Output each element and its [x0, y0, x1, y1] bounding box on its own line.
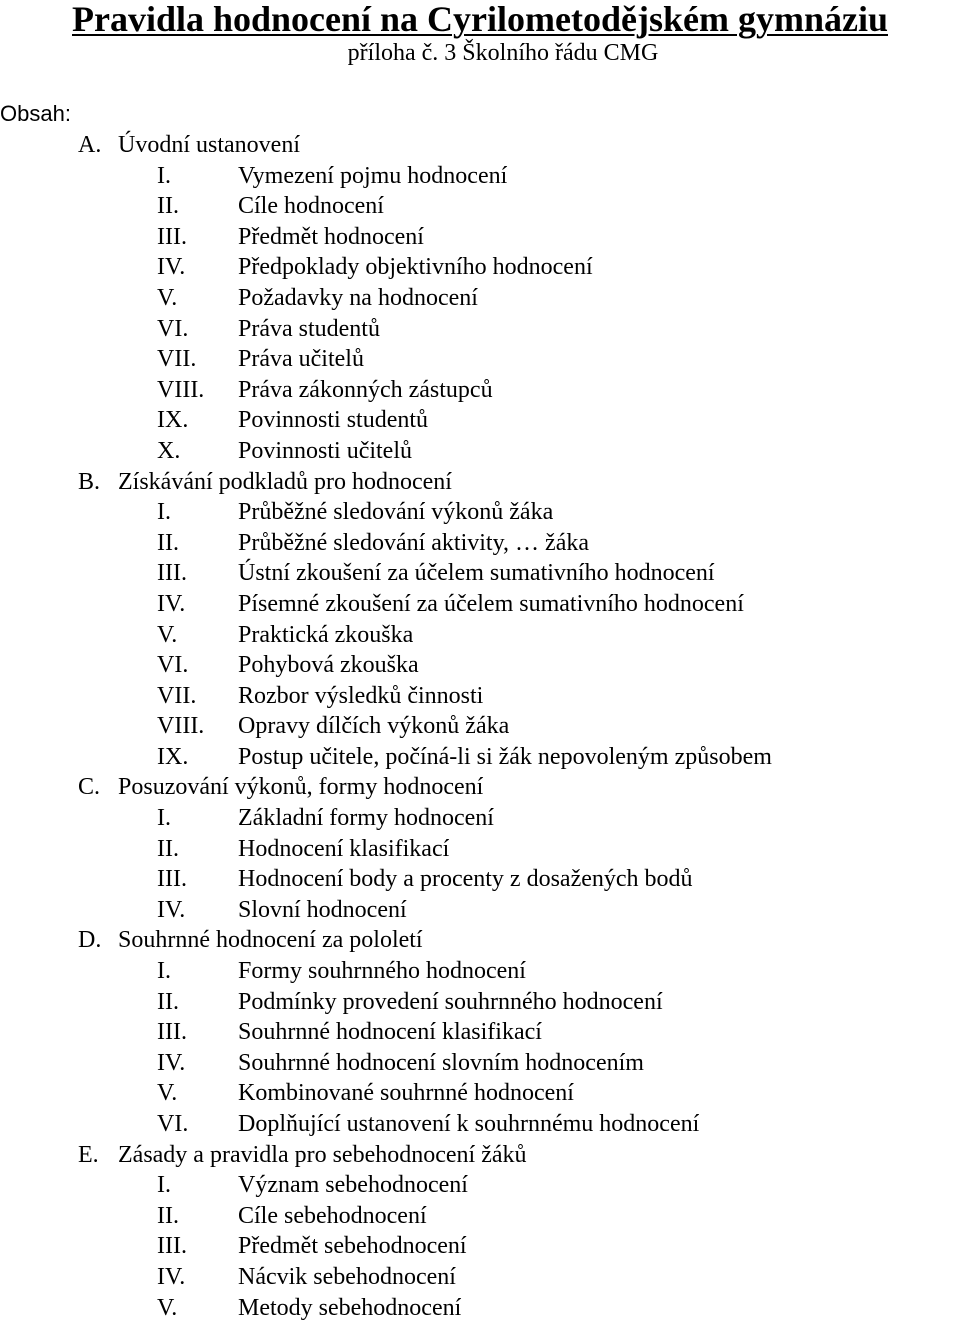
toc-section-number: B. — [78, 468, 101, 495]
toc-item-title: Práva zákonných zástupců — [238, 376, 493, 403]
toc-item-title: Podmínky provedení souhrnného hodnocení — [238, 988, 663, 1015]
toc-item — [0, 1048, 960, 1079]
toc-item — [0, 1293, 960, 1324]
toc-item-number: IV. — [157, 1263, 186, 1290]
toc-item-number: VIII. — [157, 376, 205, 403]
toc-item-number: II. — [157, 193, 179, 220]
toc-item-title: Formy souhrnného hodnocení — [238, 958, 526, 985]
toc-item-number: II. — [157, 835, 179, 862]
toc-item — [0, 711, 960, 742]
toc-item — [0, 191, 960, 222]
toc-section-number: E. — [78, 1141, 99, 1168]
toc-item-title: Souhrnné hodnocení klasifikací — [238, 1019, 542, 1046]
toc-item — [0, 895, 960, 926]
toc-item — [0, 956, 960, 987]
toc-item — [0, 834, 960, 865]
toc-item-title: Povinnosti učitelů — [238, 437, 412, 464]
toc-item-number: I. — [157, 162, 171, 189]
toc-item-title: Práva studentů — [238, 315, 380, 342]
toc-section-number: D. — [78, 927, 102, 954]
toc-item — [0, 375, 960, 406]
toc-item-title: Hodnocení body a procenty z dosažených bodů — [238, 866, 693, 893]
contents-label: Obsah: — [0, 101, 71, 126]
toc-item-number: IX. — [157, 407, 189, 434]
toc-item-title: Vymezení pojmu hodnocení — [238, 162, 508, 189]
toc-item-title: Nácvik sebehodnocení — [238, 1263, 456, 1290]
toc-item-number: V. — [157, 1294, 178, 1321]
toc-item-title: Cíle hodnocení — [238, 193, 384, 220]
toc-item-title: Význam sebehodnocení — [238, 1172, 468, 1199]
toc-section-title: Posuzování výkonů, formy hodnocení — [118, 774, 484, 801]
toc-item-title: Povinnosti studentů — [238, 407, 429, 434]
toc-item — [0, 344, 960, 375]
toc-item-title: Slovní hodnocení — [238, 896, 407, 923]
toc-item — [0, 987, 960, 1018]
toc-item-number: III. — [157, 1019, 187, 1046]
toc-section — [0, 467, 960, 498]
toc-item — [0, 252, 960, 283]
toc-item — [0, 1262, 960, 1293]
toc-item — [0, 1201, 960, 1232]
toc-item-title: Hodnocení klasifikací — [238, 835, 450, 862]
toc-section-title: Souhrnné hodnocení za pololetí — [118, 927, 423, 954]
toc-item — [0, 650, 960, 681]
toc-section-number: A. — [78, 132, 102, 158]
toc-item-title: Průběžné sledování výkonů žáka — [238, 499, 554, 526]
toc-item — [0, 497, 960, 528]
toc-item — [0, 1231, 960, 1262]
toc-item — [0, 589, 960, 620]
toc-item — [0, 1078, 960, 1109]
toc-item — [0, 864, 960, 895]
toc-item-number: I. — [157, 499, 171, 526]
toc-item-number: IV. — [157, 590, 186, 617]
toc-item-title: Cíle sebehodnocení — [238, 1202, 427, 1229]
toc-item-number: VI. — [157, 1111, 189, 1137]
toc-item — [0, 436, 960, 467]
toc-item-number: VIII. — [157, 713, 205, 740]
toc-item-title: Předmět hodnocení — [238, 223, 424, 250]
toc-item — [0, 528, 960, 559]
toc-item — [0, 742, 960, 773]
toc-item-number: II. — [157, 1202, 179, 1229]
toc-item-title: Rozbor výsledků činnosti — [238, 682, 484, 709]
toc-item-number: I. — [157, 805, 171, 832]
toc-item-title: Kombinované souhrnné hodnocení — [238, 1080, 574, 1107]
toc-item-title: Pohybová zkouška — [238, 652, 419, 679]
toc-item-title: Předmět sebehodnocení — [238, 1233, 467, 1260]
toc-item-number: V. — [157, 621, 178, 648]
toc-item-number: II. — [157, 988, 179, 1015]
toc-item — [0, 620, 960, 651]
toc-item-number: VII. — [157, 682, 197, 709]
toc-section — [0, 772, 960, 803]
toc-item-number: III. — [157, 866, 187, 893]
subtitle: příloha č. 3 Školního řádu CMG — [347, 40, 659, 66]
toc-item — [0, 1170, 960, 1201]
toc-item — [0, 803, 960, 834]
toc-item-number: III. — [157, 1233, 187, 1260]
page-title — [0, 0, 960, 38]
toc-item-number: X. — [157, 437, 181, 464]
toc-item-number: IX. — [157, 743, 189, 770]
toc-item-number: V. — [157, 284, 178, 311]
page-title-text: Pravidla hodnocení na Cyrilometodějském gymnáziu — [72, 0, 888, 39]
toc-item-title: Práva učitelů — [238, 346, 364, 373]
toc-item-title: Požadavky na hodnocení — [238, 284, 478, 311]
table-of-contents — [0, 130, 960, 1323]
toc-item-title: Předpoklady objektivního hodnocení — [238, 254, 593, 281]
toc-item-number: V. — [157, 1080, 178, 1107]
toc-item-number: IV. — [157, 896, 186, 923]
toc-item — [0, 405, 960, 436]
toc-item-title: Souhrnné hodnocení slovním hodnocením — [238, 1049, 644, 1076]
toc-item — [0, 283, 960, 314]
toc-item-number: IV. — [157, 254, 186, 281]
toc-item — [0, 1017, 960, 1048]
toc-item — [0, 314, 960, 345]
toc-item-number: I. — [157, 1172, 171, 1199]
toc-item-title: Doplňující ustanovení k souhrnnému hodnocení — [238, 1111, 700, 1137]
toc-item-title: Opravy dílčích výkonů žáka — [238, 713, 510, 740]
toc-item — [0, 558, 960, 589]
toc-item-title: Praktická zkouška — [238, 621, 414, 648]
toc-item-number: VII. — [157, 346, 197, 373]
toc-item-number: II. — [157, 529, 179, 556]
toc-section-title: Zásady a pravidla pro sebehodnocení žáků — [118, 1141, 527, 1168]
toc-section — [0, 130, 960, 161]
toc-item-title: Průběžné sledování aktivity, … žáka — [238, 529, 589, 556]
toc-item-title: Písemné zkoušení za účelem sumativního hodnocení — [238, 590, 744, 617]
toc-item-title: Ústní zkoušení za účelem sumativního hodnocení — [238, 560, 715, 587]
toc-item-title: Základní formy hodnocení — [238, 805, 494, 832]
toc-item-title: Postup učitele, počíná-li si žák nepovoleným způsobem — [238, 743, 772, 770]
toc-section — [0, 1140, 960, 1171]
toc-item-title: Metody sebehodnocení — [238, 1294, 462, 1321]
toc-section — [0, 925, 960, 956]
toc-item-number: III. — [157, 223, 187, 250]
toc-section-title: Úvodní ustanovení — [118, 132, 300, 158]
toc-item-number: I. — [157, 958, 171, 985]
toc-item-number: VI. — [157, 652, 189, 679]
toc-item — [0, 1109, 960, 1140]
toc-section-number: C. — [78, 774, 101, 801]
toc-item — [0, 161, 960, 192]
toc-item-number: III. — [157, 560, 187, 587]
toc-item — [0, 222, 960, 253]
toc-item-number: VI. — [157, 315, 189, 342]
toc-item — [0, 681, 960, 712]
toc-section-title: Získávání podkladů pro hodnocení — [118, 468, 452, 495]
toc-item-number: IV. — [157, 1049, 186, 1076]
